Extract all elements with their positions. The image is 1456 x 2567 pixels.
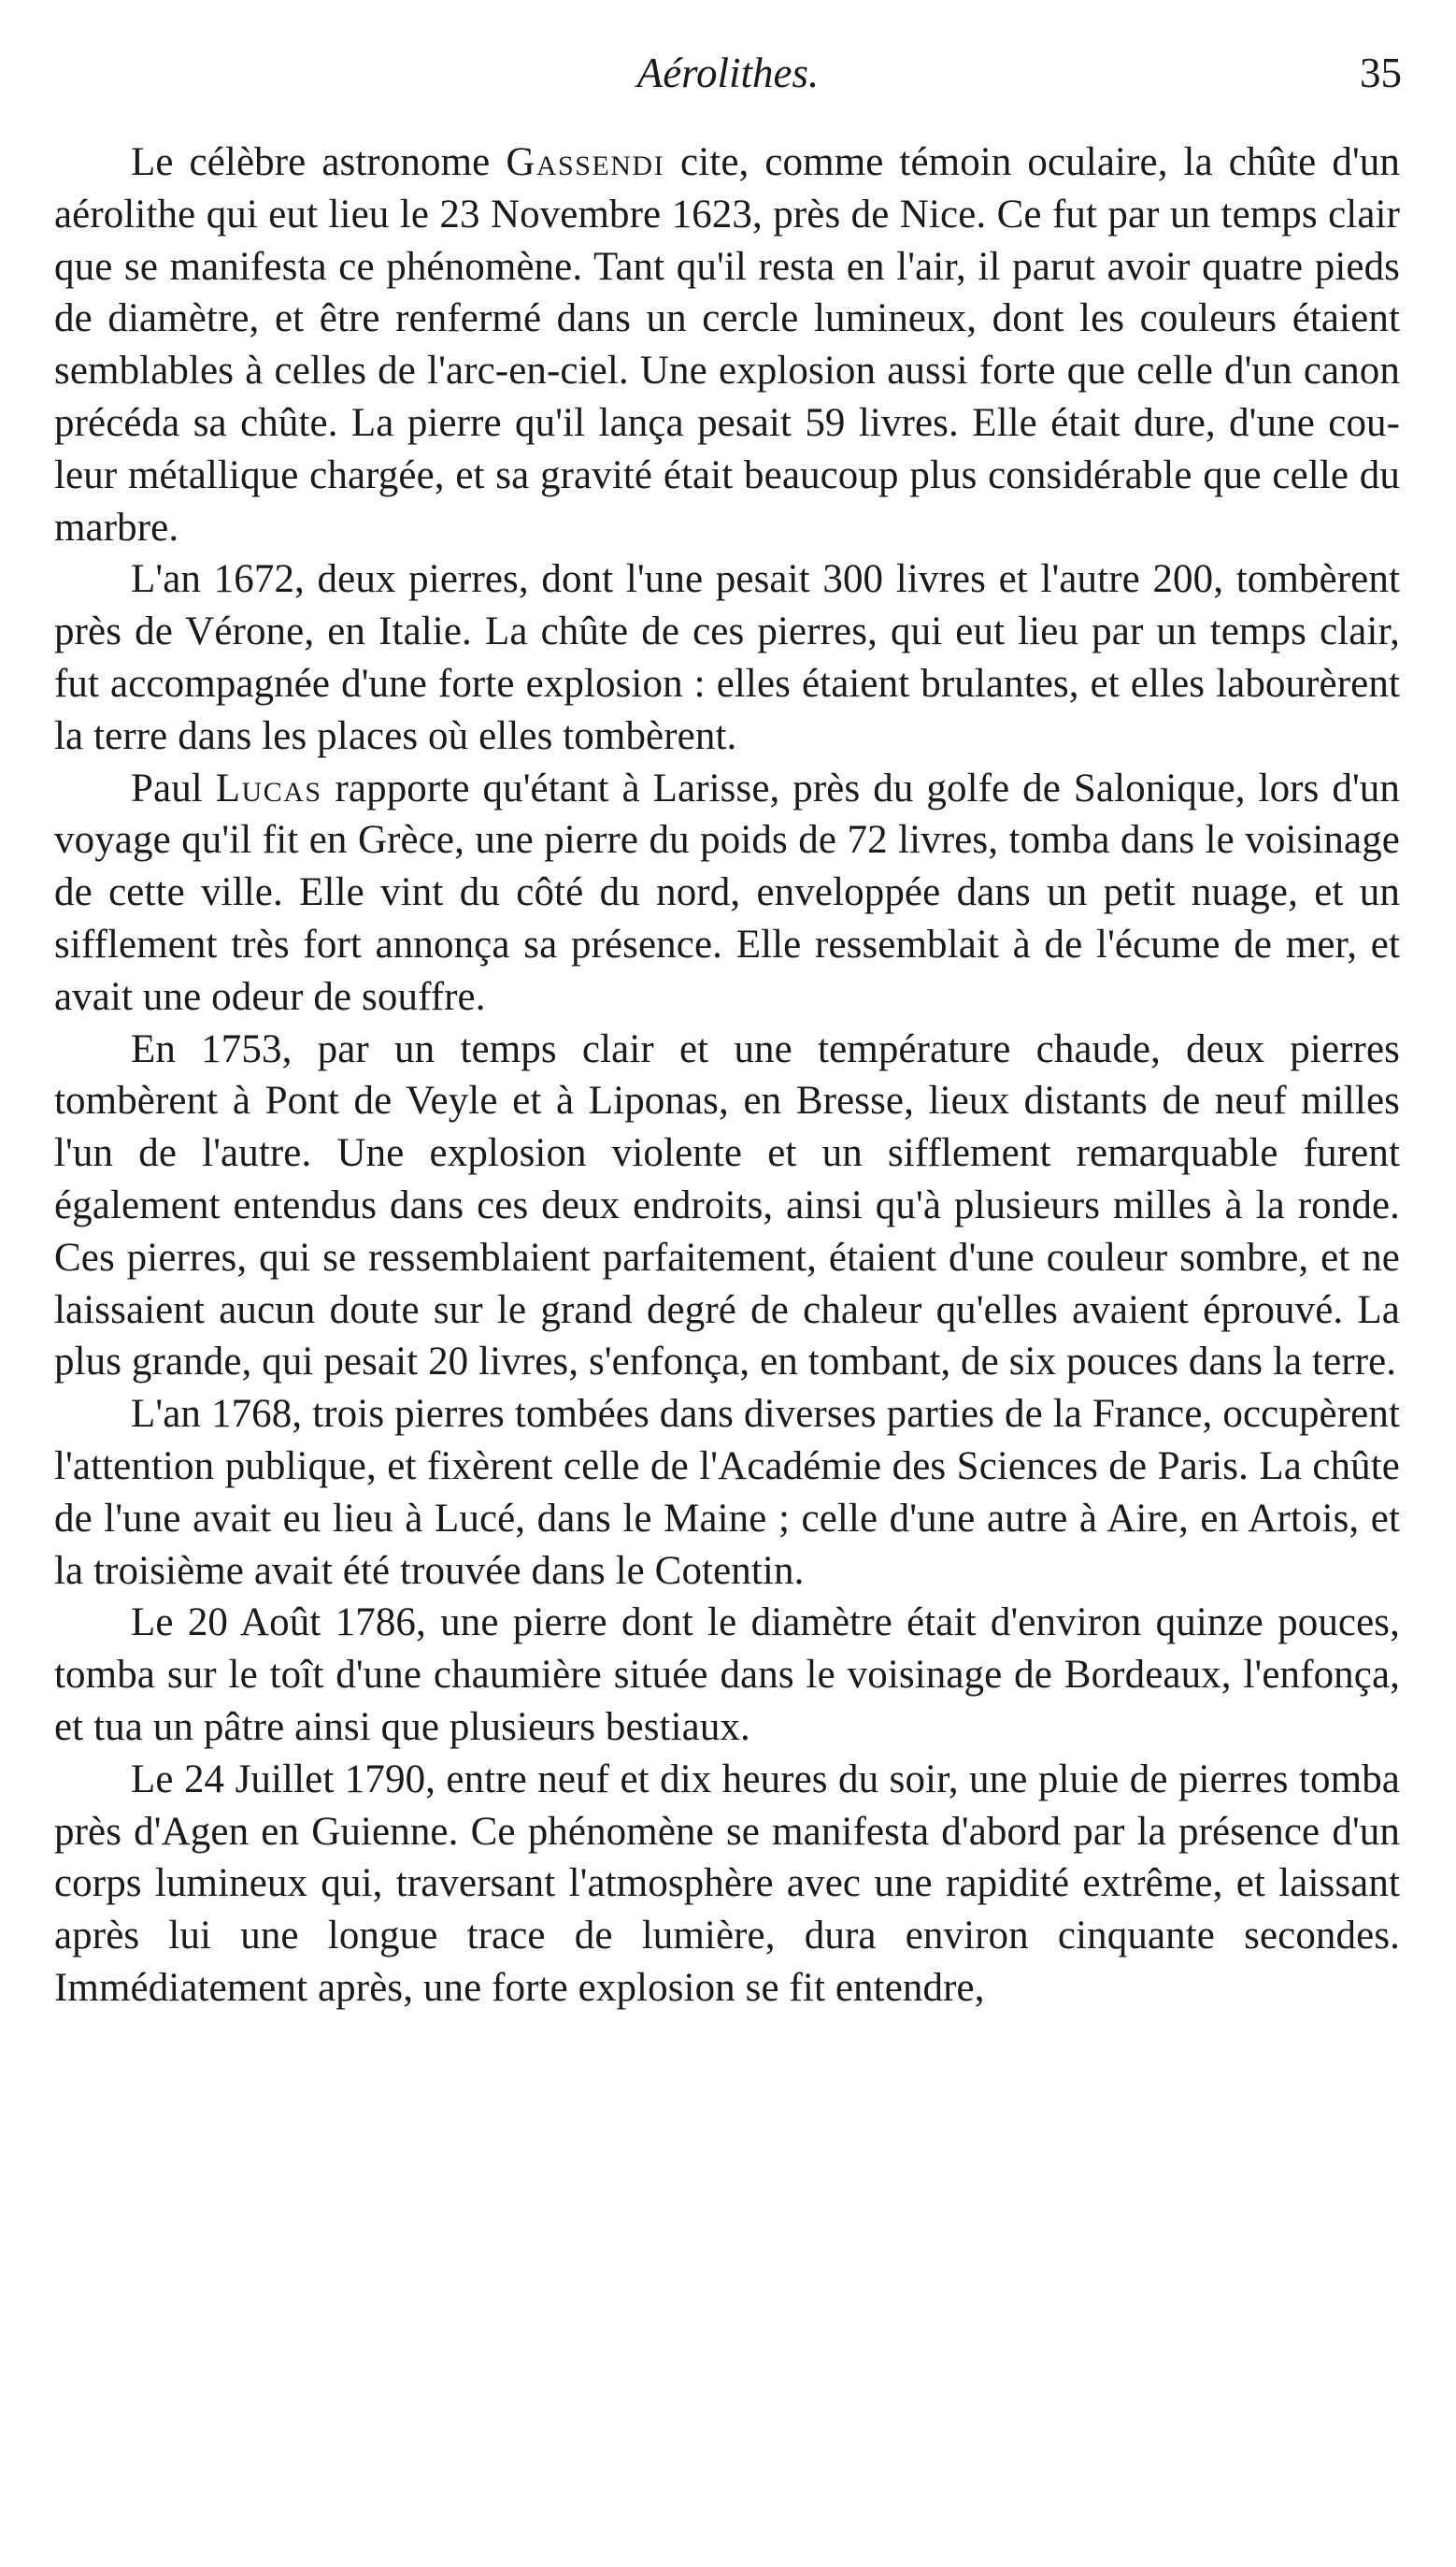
paragraph-1672 [54, 553, 1400, 762]
paragraph-lead: Le célèbre astronome [131, 140, 507, 184]
page-number: 35 [1360, 50, 1402, 96]
paragraph-text: Le 20 Août 1786, une pierre dont le diamètre était d'environ quinze pouces, tomba sur le toît d'une chaumière située dans le voisinage de Bordeaux, l'enfonça, et tua un pâtre ainsi que plusieurs bestiaux. [54, 1600, 1400, 1749]
paragraph-paul-lucas [54, 763, 1400, 1024]
paragraph-1790 [54, 1754, 1400, 2015]
paragraph-text: cite, comme témoin oculaire, la chûte d'un aérolithe qui eut lieu le 23 Novembre 1623, près de Nice. Ce fut par un temps clair que se manifesta ce phénomène. Tant qu'il resta en l'air, il parut avoir quatre pieds de diamètre, et être renfermé dans un cercle lumineux, dont les couleurs étaient semblables à celles de l'arc-en-ciel. Une explosion aussi forte que celle d'un canon précéda sa chûte. La pierre qu'il lança pesait 59 livres. Elle était dure, d'une couleur métallique chargée, et sa gravité était beaucoup plus considérable que celle du marbre. [54, 140, 1400, 550]
paragraph-1753 [54, 1024, 1400, 1389]
paragraph-text: En 1753, par un temps clair et une température chaude, deux pierres tombèrent à Pont de Veyle et à Liponas, en Bresse, lieux distants de neuf milles l'un de l'autre. Une explosion violente et un sifflement remarquable furent également entendus dans ces deux endroits, ainsi qu'à plusieurs milles à la ronde. Ces pierres, qui se ressemblaient parfaitement, étaient d'une couleur sombre, et ne laissaient aucun doute sur le grand degré de chaleur qu'elles avaient éprouvé. La plus grande, qui pesait 20 livres, s'enfonça, en tombant, de six pouces dans la terre. [54, 1026, 1400, 1384]
paragraph-text: L'an 1768, trois pierres tombées dans diverses parties de la France, occupèrent l'attention publique, et fixèrent celle de l'Académie des Sciences de Paris. La chûte de l'une avait eu lieu à Lucé, dans le Maine ; celle d'une autre à Aire, en Artois, et la troisième avait été trouvée dans le Cotentin. [54, 1392, 1400, 1593]
page-header [54, 45, 1402, 101]
paragraph-text: L'an 1672, deux pierres, dont l'une pesait 300 livres et l'autre 200, tombèrent près de Vérone, en Italie. La chûte de ces pierres, qui eut lieu par un temps clair, fut accompagnée d'une forte explosion : elles étaient brulantes, et elles labourèrent la terre dans les places où elles tombèrent. [54, 557, 1400, 758]
paragraph-gassendi [54, 136, 1400, 553]
paragraph-text: Le 24 Juillet 1790, entre neuf et dix heures du soir, une pluie de pierres tomba près d'Agen en Guienne. Ce phénomène se manifesta d'abord par la présence d'un corps lumineux qui, traversant l'atmosphère avec une rapidité extrême, et laissant après lui une longue trace de lumière, dura environ cinquante secondes. Immédiatement après, une forte explosion se fit entendre, [54, 1757, 1400, 2010]
person-name: Lucas [215, 766, 322, 810]
paragraph-lead: Paul [131, 766, 216, 810]
paragraph-text: rapporte qu'étant à Larisse, près du golfe de Salonique, lors d'un voyage qu'il fit en Grèce, une pierre du poids de 72 livres, tomba dans le voisinage de cette ville. Elle vint du côté du nord, enveloppée dans un petit nuage, et un sifflement très fort annonça sa présence. Elle ressemblait à de l'écume de mer, et avait une odeur de souffre. [54, 766, 1400, 1019]
paragraph-1786 [54, 1597, 1400, 1753]
paragraph-1768 [54, 1388, 1400, 1597]
text-column [54, 136, 1400, 2015]
running-title: Aérolithes. [636, 50, 820, 96]
person-name: Gassendi [506, 140, 665, 184]
